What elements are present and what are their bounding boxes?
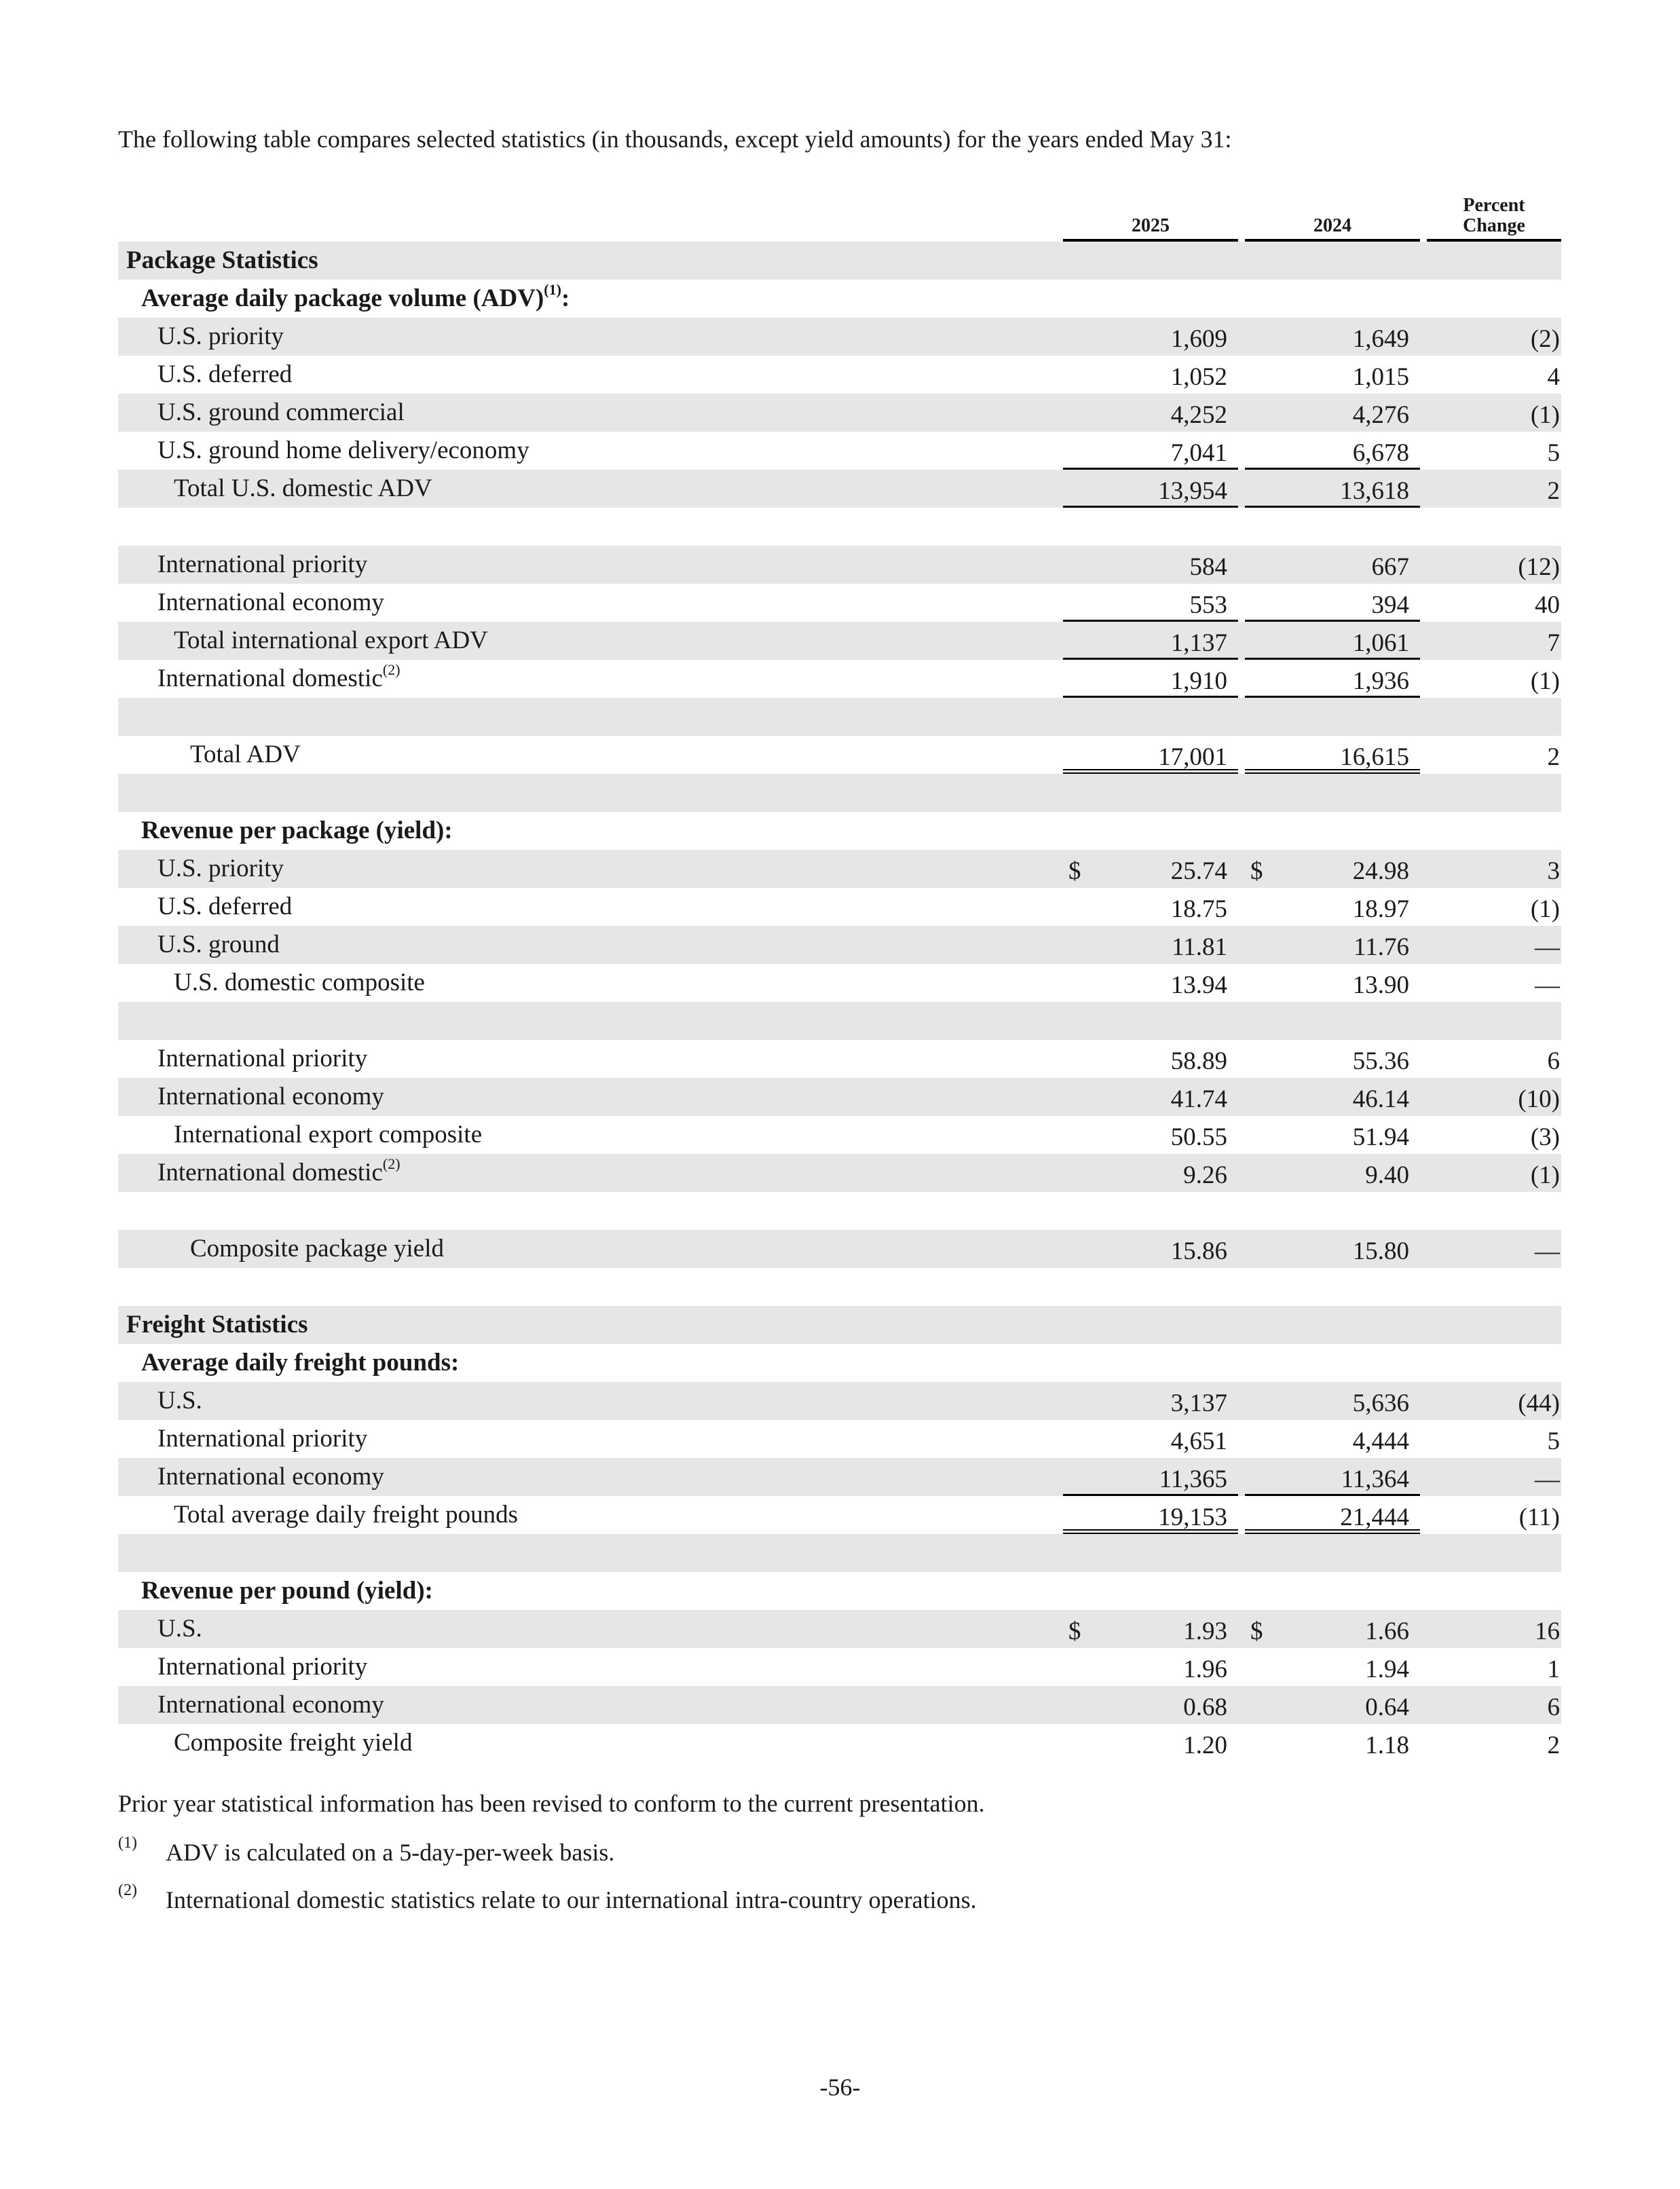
value-2025-text: 1.93: [1183, 1617, 1227, 1645]
value-2024-text: 13.90: [1352, 971, 1409, 999]
percent-change: [1427, 667, 1561, 698]
percent-change: [1427, 553, 1561, 584]
value-2024-text: 1,649: [1352, 325, 1409, 353]
value-2024-text: 46.14: [1352, 1085, 1409, 1113]
value-2025-text: 50.55: [1170, 1123, 1227, 1151]
spacer-row: [118, 774, 1561, 812]
value-2024: [1245, 591, 1420, 622]
value-2025: [1063, 667, 1238, 698]
value-2025-text: 9.26: [1183, 1161, 1227, 1189]
value-2025: [1063, 1085, 1238, 1116]
percent-change-text: 2: [1547, 743, 1560, 771]
percent-change: [1427, 1617, 1561, 1648]
value-2024-text: 21,444: [1340, 1503, 1409, 1531]
table-row: [118, 1724, 1561, 1762]
value-2024-text: 1,936: [1352, 667, 1409, 695]
value-2024: [1245, 553, 1420, 584]
row-label-text: U.S.: [157, 1615, 202, 1643]
value-2024: [1245, 1085, 1420, 1116]
header-change: Change: [1463, 215, 1525, 236]
percent-change-text: (1): [1530, 1161, 1560, 1189]
row-label-text: International priority: [157, 1425, 368, 1453]
percent-change-text: (1): [1530, 401, 1560, 429]
value-2024: [1245, 971, 1420, 1002]
row-label: [157, 1652, 367, 1681]
spacer-row: [118, 1192, 1561, 1230]
value-2024-text: 13,618: [1340, 477, 1409, 505]
value-2025: [1063, 629, 1238, 660]
percent-change-text: (11): [1518, 1503, 1560, 1531]
row-label-text: International priority: [157, 1653, 368, 1681]
section-heading: [141, 816, 453, 845]
value-2025-text: 1,052: [1170, 363, 1227, 391]
percent-change: [1427, 933, 1561, 964]
percent-change-text: 5: [1547, 1427, 1560, 1455]
percent-change: [1427, 1427, 1561, 1458]
value-2024-text: 55.36: [1352, 1047, 1409, 1075]
table-row: [118, 736, 1561, 774]
value-2024: [1245, 629, 1420, 660]
value-2025: [1063, 1655, 1238, 1686]
value-2025-text: 7,041: [1170, 439, 1227, 467]
section-heading: [126, 1310, 308, 1339]
value-2024-text: 1,015: [1352, 363, 1409, 391]
row-label: [190, 1234, 444, 1263]
value-2025-text: 58.89: [1170, 1047, 1227, 1075]
value-2024-text: 15.80: [1352, 1237, 1409, 1265]
section-heading: [141, 281, 570, 313]
value-2025: [1063, 1389, 1238, 1420]
value-2025: [1063, 1237, 1238, 1268]
value-2025: [1063, 895, 1238, 926]
value-2025: [1063, 1427, 1238, 1458]
row-label: [157, 360, 292, 389]
table-row: [118, 1382, 1561, 1420]
value-2024-text: 1.18: [1365, 1732, 1409, 1759]
value-2024-text: 18.97: [1352, 895, 1409, 923]
row-label: [174, 1500, 518, 1529]
value-2025-text: 11.81: [1172, 933, 1227, 961]
row-label: [174, 1120, 482, 1149]
table-row: [118, 280, 1561, 318]
spacer-row: [118, 508, 1561, 546]
value-2025-text: 25.74: [1170, 857, 1227, 885]
percent-change-text: 1: [1547, 1655, 1560, 1683]
percent-change-text: 6: [1547, 1047, 1560, 1075]
row-label: [157, 1462, 384, 1491]
percent-change: [1427, 1237, 1561, 1268]
row-label-text: U.S.: [157, 1387, 202, 1415]
percent-change: [1427, 1161, 1561, 1192]
row-label-text: U.S. deferred: [157, 893, 293, 920]
percent-change-text: (10): [1518, 1085, 1560, 1113]
row-label-text: Total ADV: [190, 741, 301, 768]
value-2024: [1245, 362, 1420, 394]
table-row: [118, 1572, 1561, 1610]
value-2024: [1245, 1655, 1420, 1686]
row-label-text: U.S. priority: [157, 855, 284, 882]
value-2024-text: 4,444: [1352, 1427, 1409, 1455]
value-2024: [1245, 1237, 1420, 1268]
table-row: [118, 888, 1561, 926]
table-row: [118, 1344, 1561, 1382]
value-2025-text: 19,153: [1158, 1503, 1227, 1531]
percent-change-text: 40: [1535, 591, 1560, 619]
value-2024: [1245, 895, 1420, 926]
value-2025: [1063, 438, 1238, 470]
value-2025-text: 17,001: [1158, 743, 1227, 771]
value-2025: [1063, 933, 1238, 964]
percent-change: [1427, 324, 1561, 356]
value-2024-text: 24.98: [1352, 857, 1409, 885]
spacer-row: [118, 1268, 1561, 1306]
value-2025: [1063, 1047, 1238, 1078]
table-row: [118, 584, 1561, 622]
row-label: [157, 1386, 202, 1415]
table-row: [118, 394, 1561, 432]
row-label: [157, 322, 284, 351]
row-label: [157, 1690, 384, 1719]
table-row: [118, 660, 1561, 698]
value-2024-text: 9.40: [1365, 1161, 1409, 1189]
table-row: [118, 1230, 1561, 1268]
row-label-text: U.S. ground commercial: [157, 398, 405, 426]
value-2024-text: 1,061: [1352, 629, 1409, 657]
value-2024-text: 394: [1371, 591, 1409, 619]
value-2025-text: 15.86: [1170, 1237, 1227, 1265]
value-2025-text: 1,137: [1170, 629, 1227, 657]
table-row: [118, 1078, 1561, 1116]
table-row: [118, 1496, 1561, 1534]
value-2025-text: 13.94: [1170, 971, 1227, 999]
value-2025: [1063, 1503, 1238, 1534]
row-label-text: U.S. domestic composite: [174, 969, 425, 996]
percent-change: [1427, 1389, 1561, 1420]
value-2024: [1245, 1123, 1420, 1154]
value-2025-text: 1.96: [1183, 1655, 1227, 1683]
value-2025-text: 3,137: [1170, 1389, 1227, 1417]
percent-change: [1427, 1731, 1561, 1762]
row-label-text: International domestic: [157, 665, 383, 692]
row-label-text: Total international export ADV: [174, 626, 488, 654]
table-row: [118, 622, 1561, 660]
value-2025-text: 41.74: [1170, 1085, 1227, 1113]
value-2025: [1063, 743, 1238, 774]
value-2025-text: 18.75: [1170, 895, 1227, 923]
value-2024: [1245, 857, 1420, 888]
table-row: [118, 1686, 1561, 1724]
value-2025: [1063, 1161, 1238, 1192]
table-row: [118, 356, 1561, 394]
row-label-text: Average daily package volume (ADV): [141, 284, 544, 312]
percent-change-text: 4: [1547, 363, 1560, 391]
percent-change-text: (44): [1518, 1389, 1560, 1417]
value-2024: [1245, 400, 1420, 432]
row-label-text: International priority: [157, 1045, 368, 1072]
percent-change: [1427, 400, 1561, 432]
value-2025-text: 1,609: [1170, 325, 1227, 353]
row-label-text: Package Statistics: [126, 246, 318, 274]
percent-change-text: —: [1535, 1237, 1560, 1265]
value-2024-text: 51.94: [1352, 1123, 1409, 1151]
value-2024-text: 1.94: [1365, 1655, 1409, 1683]
row-label-text: Total average daily freight pounds: [174, 1501, 519, 1529]
footnote-revised: Prior year statistical information has been revised to conform to the current presentation.: [118, 1790, 985, 1817]
footnote-ref: (2): [382, 661, 400, 678]
percent-change: [1427, 629, 1561, 660]
value-2024: [1245, 1693, 1420, 1724]
table-row: [118, 1420, 1561, 1458]
percent-change-text: 5: [1547, 439, 1560, 467]
value-2024-text: 11.76: [1354, 933, 1409, 961]
row-label-text: U.S. ground home delivery/economy: [157, 436, 529, 464]
value-2025: [1063, 1693, 1238, 1724]
row-label: [190, 740, 301, 769]
value-2024: [1245, 667, 1420, 698]
percent-change-text: —: [1535, 1465, 1560, 1493]
dollar-sign: $: [1068, 857, 1081, 885]
percent-change-text: (2): [1530, 325, 1560, 353]
row-label-text: Total U.S. domestic ADV: [174, 474, 432, 502]
value-2024-text: 667: [1371, 553, 1409, 581]
percent-change-text: —: [1535, 971, 1560, 999]
row-label: [157, 930, 280, 959]
value-2024-text: 1.66: [1365, 1617, 1409, 1645]
row-label: [157, 1614, 202, 1643]
value-2025-text: 553: [1189, 591, 1227, 619]
value-2025-text: 13,954: [1158, 477, 1227, 505]
percent-change: [1427, 438, 1561, 470]
value-2025-text: 1,910: [1170, 667, 1227, 695]
spacer-row: [118, 698, 1561, 736]
row-label-text: Revenue per pound (yield):: [141, 1577, 433, 1605]
dollar-sign: $: [1068, 1617, 1081, 1645]
row-label: [157, 1424, 367, 1453]
value-2025: [1063, 1465, 1238, 1496]
value-2024: [1245, 933, 1420, 964]
value-2025: [1063, 857, 1238, 888]
value-2024-text: 16,615: [1340, 743, 1409, 771]
statistics-table: [118, 183, 1561, 1762]
row-label: [157, 588, 384, 617]
percent-change: [1427, 1655, 1561, 1686]
footnote-2-text: International domestic statistics relate to our international intra-country operations.: [166, 1886, 977, 1913]
table-row: [118, 242, 1561, 280]
value-2024: [1245, 1047, 1420, 1078]
value-2025-text: 1.20: [1183, 1732, 1227, 1759]
percent-change: [1427, 1085, 1561, 1116]
value-2024: [1245, 476, 1420, 508]
percent-change: [1427, 476, 1561, 508]
section-heading: [141, 1348, 459, 1377]
section-heading: [141, 1576, 433, 1605]
header-2024: 2024: [1245, 216, 1420, 242]
row-label-text: U.S. priority: [157, 322, 284, 350]
value-2024-text: 6,678: [1352, 439, 1409, 467]
percent-change: [1427, 1047, 1561, 1078]
row-label-text: Composite freight yield: [174, 1729, 413, 1757]
row-label: [157, 398, 405, 427]
table-row: [118, 546, 1561, 584]
page-number: -56-: [819, 2074, 861, 2101]
row-label-text: International priority: [157, 550, 368, 578]
row-label: [157, 550, 367, 579]
table-row: [118, 1040, 1561, 1078]
value-2024-text: 4,276: [1352, 401, 1409, 429]
value-2025: [1063, 400, 1238, 432]
value-2024: [1245, 438, 1420, 470]
label-suffix: :: [561, 284, 570, 312]
row-label-text: U.S. deferred: [157, 360, 293, 388]
value-2025-text: 11,365: [1159, 1465, 1227, 1493]
value-2025-text: 0.68: [1183, 1694, 1227, 1721]
table-header: [118, 183, 1561, 242]
value-2025: [1063, 553, 1238, 584]
value-2025: [1063, 324, 1238, 356]
value-2025-text: 4,651: [1170, 1427, 1227, 1455]
footnote-2-marker: (2): [118, 1882, 137, 1899]
value-2025: [1063, 1617, 1238, 1648]
percent-change: [1427, 362, 1561, 394]
value-2024: [1245, 1617, 1420, 1648]
percent-change-text: 3: [1547, 857, 1560, 885]
value-2025: [1063, 476, 1238, 508]
value-2024-text: 5,636: [1352, 1389, 1409, 1417]
row-label-text: Revenue per package (yield):: [141, 817, 453, 844]
value-2024: [1245, 1731, 1420, 1762]
row-label-text: International economy: [157, 1691, 384, 1719]
row-label-text: International economy: [157, 588, 384, 616]
percent-change: [1427, 591, 1561, 622]
row-label: [157, 661, 400, 693]
table-row: [118, 1648, 1561, 1686]
intro-text: The following table compares selected statistics (in thousands, except yield amounts) for the years ended May 31:: [118, 126, 1232, 153]
table-body: [118, 242, 1561, 1762]
footnote-ref: (1): [544, 281, 561, 298]
row-label: [174, 474, 432, 503]
table-row: [118, 926, 1561, 964]
table-row: [118, 318, 1561, 356]
percent-change: [1427, 743, 1561, 774]
table-row: [118, 1458, 1561, 1496]
percent-change-text: (1): [1530, 895, 1560, 923]
value-2025-text: 4,252: [1170, 401, 1227, 429]
header-percent-change: [1427, 195, 1561, 242]
row-label: [157, 854, 284, 883]
table-row: [118, 850, 1561, 888]
value-2024: [1245, 743, 1420, 774]
section-heading: [126, 246, 318, 275]
value-2024: [1245, 324, 1420, 356]
percent-change-text: 16: [1535, 1617, 1560, 1645]
row-label: [157, 1155, 400, 1187]
value-2025: [1063, 362, 1238, 394]
value-2024: [1245, 1465, 1420, 1496]
percent-change-text: (3): [1530, 1123, 1560, 1151]
table-row: [118, 1116, 1561, 1154]
percent-change-text: 7: [1547, 629, 1560, 657]
row-label: [174, 968, 425, 997]
table-row: [118, 1306, 1561, 1344]
percent-change: [1427, 971, 1561, 1002]
spacer-row: [118, 1534, 1561, 1572]
value-2024: [1245, 1161, 1420, 1192]
percent-change: [1427, 1503, 1561, 1534]
footnote-1-marker: (1): [118, 1834, 137, 1852]
percent-change: [1427, 1693, 1561, 1724]
row-label: [174, 626, 488, 655]
value-2025-text: 584: [1189, 553, 1227, 581]
row-label-text: International export composite: [174, 1121, 483, 1148]
row-label-text: Average daily freight pounds:: [141, 1349, 460, 1377]
percent-change-text: 6: [1547, 1694, 1560, 1721]
dollar-sign: $: [1250, 1617, 1263, 1645]
header-2025: 2025: [1063, 216, 1238, 242]
percent-change-text: 2: [1547, 1732, 1560, 1759]
row-label: [157, 436, 529, 465]
row-label-text: U.S. ground: [157, 931, 280, 958]
row-label-text: International economy: [157, 1083, 384, 1110]
value-2025: [1063, 1731, 1238, 1762]
value-2024-text: 11,364: [1341, 1465, 1409, 1493]
header-percent: Percent: [1463, 195, 1525, 216]
table-row: [118, 1154, 1561, 1192]
percent-change-text: (12): [1518, 553, 1560, 581]
percent-change-text: (1): [1530, 667, 1560, 695]
percent-change: [1427, 1465, 1561, 1496]
row-label-text: Freight Statistics: [126, 1311, 308, 1339]
dollar-sign: $: [1250, 857, 1263, 885]
row-label: [157, 892, 292, 921]
row-label: [157, 1044, 367, 1073]
row-label-text: International economy: [157, 1463, 384, 1491]
value-2025: [1063, 971, 1238, 1002]
footnote-ref: (2): [382, 1155, 400, 1172]
spacer-row: [118, 1002, 1561, 1040]
row-label-text: International domestic: [157, 1159, 383, 1186]
table-row: [118, 432, 1561, 470]
row-label-text: Composite package yield: [190, 1235, 445, 1262]
percent-change-text: —: [1535, 933, 1560, 961]
percent-change: [1427, 895, 1561, 926]
footnote-1-text: ADV is calculated on a 5-day-per-week basis.: [166, 1839, 615, 1866]
value-2025: [1063, 591, 1238, 622]
table-row: [118, 470, 1561, 508]
value-2024: [1245, 1389, 1420, 1420]
table-row: [118, 964, 1561, 1002]
table-row: [118, 1610, 1561, 1648]
row-label: [174, 1728, 412, 1757]
value-2024-text: 0.64: [1365, 1694, 1409, 1721]
value-2024: [1245, 1427, 1420, 1458]
value-2025: [1063, 1123, 1238, 1154]
percent-change: [1427, 857, 1561, 888]
value-2024: [1245, 1503, 1420, 1534]
row-label: [157, 1082, 384, 1111]
percent-change: [1427, 1123, 1561, 1154]
percent-change-text: 2: [1547, 477, 1560, 505]
table-row: [118, 812, 1561, 850]
